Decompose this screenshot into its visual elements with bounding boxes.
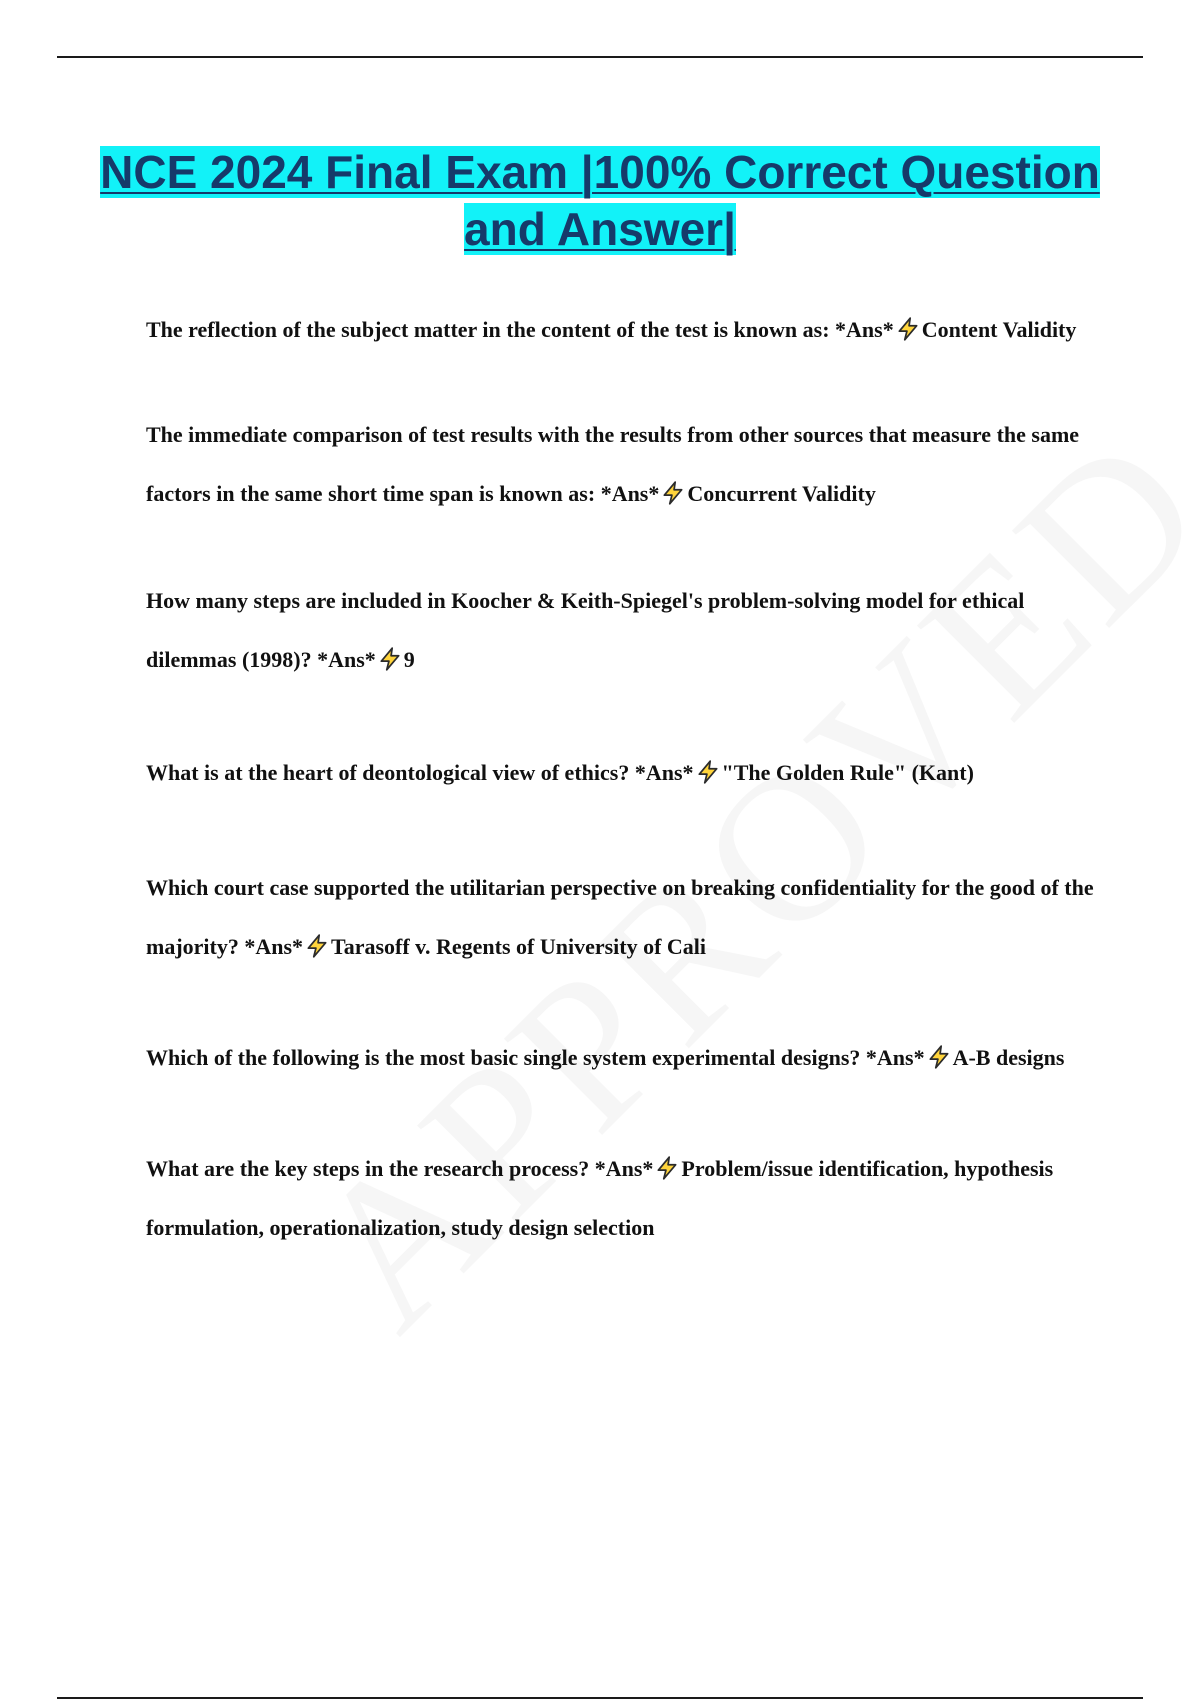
question-text: The immediate comparison of test results with the results from other sources that measure the same factors in the same short time span is known as:	[146, 422, 1080, 506]
lightning-bolt-icon	[660, 480, 686, 506]
question-text: Which court case supported the utilitarian perspective on breaking confidentiality for the good of the majority?	[146, 875, 1094, 959]
qa-item	[146, 571, 1096, 689]
answer-marker: *Ans*	[317, 647, 376, 672]
answer-text: 9	[403, 647, 415, 672]
lightning-bolt-icon	[926, 1044, 952, 1070]
qa-item	[146, 1139, 1096, 1257]
question-text: How many steps are included in Koocher & Keith-Spiegel's problem-solving model for ethical dilemmas (1998)?	[146, 588, 1025, 672]
answer-marker: *Ans*	[594, 1156, 654, 1181]
top-rule	[57, 56, 1143, 58]
lightning-bolt-icon	[895, 316, 921, 342]
qa-item	[146, 300, 1096, 359]
question-text: What is at the heart of deontological view of ethics?	[146, 760, 630, 785]
document-title: NCE 2024 Final Exam |100% Correct Question and Answer|	[100, 146, 1100, 255]
answer-marker: *Ans*	[244, 934, 304, 959]
answer-text: "The Golden Rule" (Kant)	[721, 760, 974, 785]
question-text: Which of the following is the most basic single system experimental designs?	[146, 1045, 861, 1070]
answer-marker: *Ans*	[835, 317, 894, 342]
qa-item	[146, 743, 1096, 802]
lightning-bolt-icon	[304, 933, 330, 959]
qa-item	[146, 405, 1096, 523]
lightning-bolt-icon	[377, 646, 403, 672]
qa-list	[146, 300, 1096, 1257]
bottom-rule	[57, 1697, 1143, 1699]
answer-text: Concurrent Validity	[687, 481, 876, 506]
answer-text: Problem/issue identification, hypothesis formulation, operationalization, study design selection	[146, 1156, 1054, 1240]
answer-marker: *Ans*	[865, 1045, 925, 1070]
answer-text: A-B designs	[952, 1045, 1065, 1070]
qa-item	[146, 1028, 1096, 1087]
answer-text: Content Validity	[921, 317, 1077, 342]
answer-text: Tarasoff v. Regents of University of Cali	[331, 934, 707, 959]
question-text: The reflection of the subject matter in the content of the test is known as:	[146, 317, 830, 342]
title-block	[100, 144, 1100, 258]
answer-marker: *Ans*	[634, 760, 694, 785]
lightning-bolt-icon	[654, 1155, 680, 1181]
answer-marker: *Ans*	[600, 481, 660, 506]
qa-item	[146, 858, 1096, 976]
lightning-bolt-icon	[695, 759, 721, 785]
question-text: What are the key steps in the research process?	[146, 1156, 590, 1181]
